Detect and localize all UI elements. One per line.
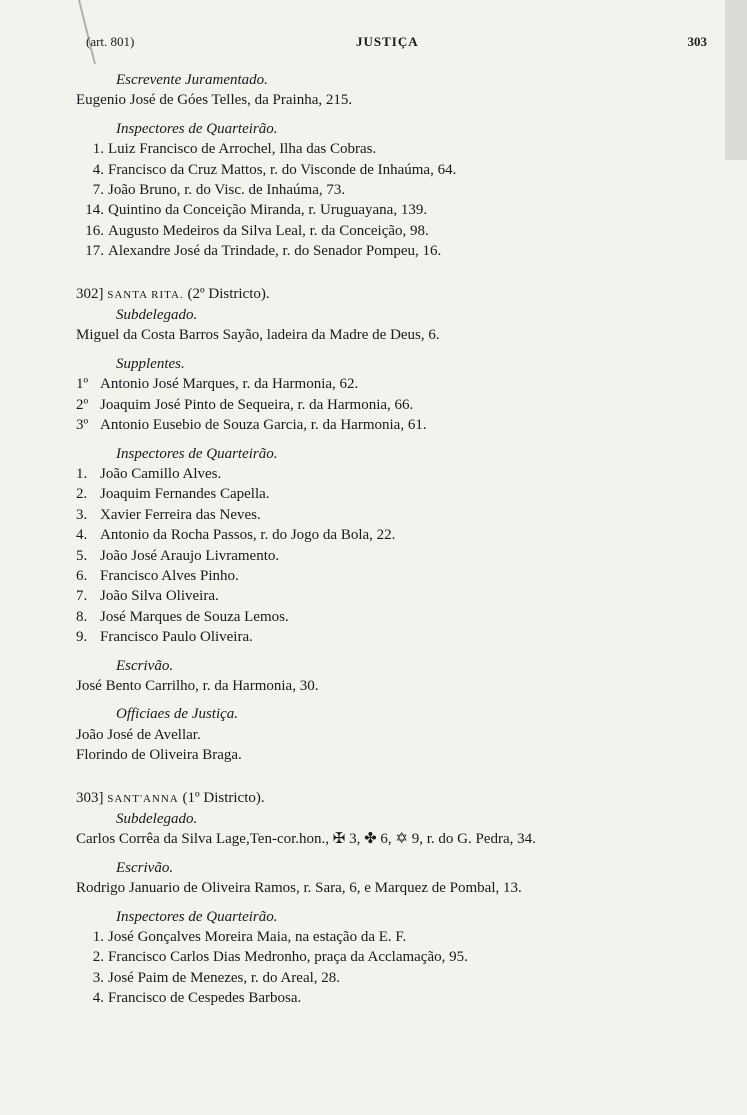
supplentes-heading: Supplentes. bbox=[116, 355, 185, 372]
escrevente-name: Eugenio José de Góes Telles, da Prainha, 215. bbox=[76, 92, 353, 109]
section-district: (2º Districto). bbox=[187, 285, 270, 302]
list-item: 7. João Silva Oliveira. bbox=[76, 588, 219, 605]
scan-artifact-mark bbox=[725, 0, 747, 160]
list-item: 1. João Camillo Alves. bbox=[76, 465, 222, 482]
inspectores-heading-303: Inspectores de Quarteirão. bbox=[116, 908, 278, 925]
section-302-heading bbox=[76, 284, 716, 305]
escrivao-heading-302: Escrivão. bbox=[116, 657, 174, 674]
list-item: 2º Joaquim José Pinto de Sequeira, r. da Harmonia, 66. bbox=[76, 396, 414, 413]
list-item: 14. Quintino da Conceição Miranda, r. Uruguayana, 139. bbox=[85, 202, 428, 219]
inspectores-heading-1: Inspectores de Quarteirão. bbox=[116, 120, 278, 137]
list-item: 17. Alexandre José da Trindade, r. do Senador Pompeu, 16. bbox=[85, 243, 442, 260]
list-item: 4. Antonio da Rocha Passos, r. do Jogo da Bola, 22. bbox=[76, 527, 396, 544]
page-content bbox=[76, 70, 716, 1009]
list-item: 3. José Paim de Menezes, r. do Areal, 28. bbox=[92, 969, 341, 986]
list-item: 1. José Gonçalves Moreira Maia, na estação da E. F. bbox=[92, 929, 407, 946]
escrivao-heading-303: Escrivão. bbox=[116, 859, 174, 876]
supplentes-list bbox=[76, 374, 716, 435]
list-item: 3º Antonio Eusebio de Souza Garcia, r. da Harmonia, 61. bbox=[76, 417, 427, 434]
header-article-ref: (art. 801) bbox=[86, 34, 135, 49]
page-number: 303 bbox=[687, 34, 707, 49]
officiaes-name: João José de Avellar. bbox=[76, 726, 201, 743]
inspectores-heading-302: Inspectores de Quarteirão. bbox=[116, 445, 278, 462]
escrivao-name-303: Rodrigo Januario de Oliveira Ramos, r. Sara, 6, e Marquez de Pombal, 13. bbox=[76, 880, 522, 897]
section-number: 302] bbox=[76, 285, 104, 302]
section-district: (1º Districto). bbox=[182, 789, 265, 806]
list-item: 1. Luiz Francisco de Arrochel, Ilha das Cobras. bbox=[92, 141, 377, 158]
inspectores-list-1 bbox=[76, 139, 716, 261]
escrivao-name-302: José Bento Carrilho, r. da Harmonia, 30. bbox=[76, 677, 319, 694]
officiaes-name: Florindo de Oliveira Braga. bbox=[76, 747, 242, 764]
list-item: 1º Antonio José Marques, r. da Harmonia, 62. bbox=[76, 376, 359, 393]
header-title: JUSTIÇA bbox=[356, 34, 419, 49]
subdelegado-heading-303: Subdelegado. bbox=[116, 811, 198, 827]
section-303-heading bbox=[76, 788, 716, 809]
escrevente-heading: Escrevente Juramentado. bbox=[116, 72, 268, 88]
subdelegado-name-303: Carlos Corrêa da Silva Lage,Ten-cor.hon., ✠ 3, ✤ 6, ✡ 9, r. do G. Pedra, 34. bbox=[76, 831, 536, 848]
list-item: 8. José Marques de Souza Lemos. bbox=[76, 608, 289, 625]
list-item: 16. Augusto Medeiros da Silva Leal, r. da Conceição, 98. bbox=[85, 222, 429, 239]
section-parish: SANTA RITA. bbox=[107, 288, 184, 301]
list-item: 6. Francisco Alves Pinho. bbox=[76, 567, 239, 584]
list-item: 4. Francisco de Cespedes Barbosa. bbox=[92, 990, 302, 1007]
list-item: 5. João José Araujo Livramento. bbox=[76, 547, 280, 564]
subdelegado-heading: Subdelegado. bbox=[116, 307, 198, 324]
subdelegado-name: Miguel da Costa Barros Sayão, ladeira da Madre de Deus, 6. bbox=[76, 327, 440, 344]
list-item: 3. Xavier Ferreira das Neves. bbox=[76, 506, 261, 523]
list-item: 7. João Bruno, r. do Visc. de Inhaúma, 73. bbox=[92, 182, 346, 199]
section-number: 303] bbox=[76, 789, 104, 806]
page-header bbox=[86, 34, 707, 56]
inspectores-list-302 bbox=[76, 464, 716, 648]
officiaes-heading: Officiaes de Justiça. bbox=[116, 706, 239, 723]
list-item: 9. Francisco Paulo Oliveira. bbox=[76, 629, 253, 646]
section-parish: SANT'ANNA bbox=[107, 792, 179, 805]
list-item: 4. Francisco da Cruz Mattos, r. do Visconde de Inhaúma, 64. bbox=[92, 161, 457, 178]
list-item: 2. Francisco Carlos Dias Medronho, praça da Acclamação, 95. bbox=[92, 949, 468, 966]
inspectores-list-303 bbox=[76, 927, 716, 1009]
list-item: 2. Joaquim Fernandes Capella. bbox=[76, 486, 270, 503]
